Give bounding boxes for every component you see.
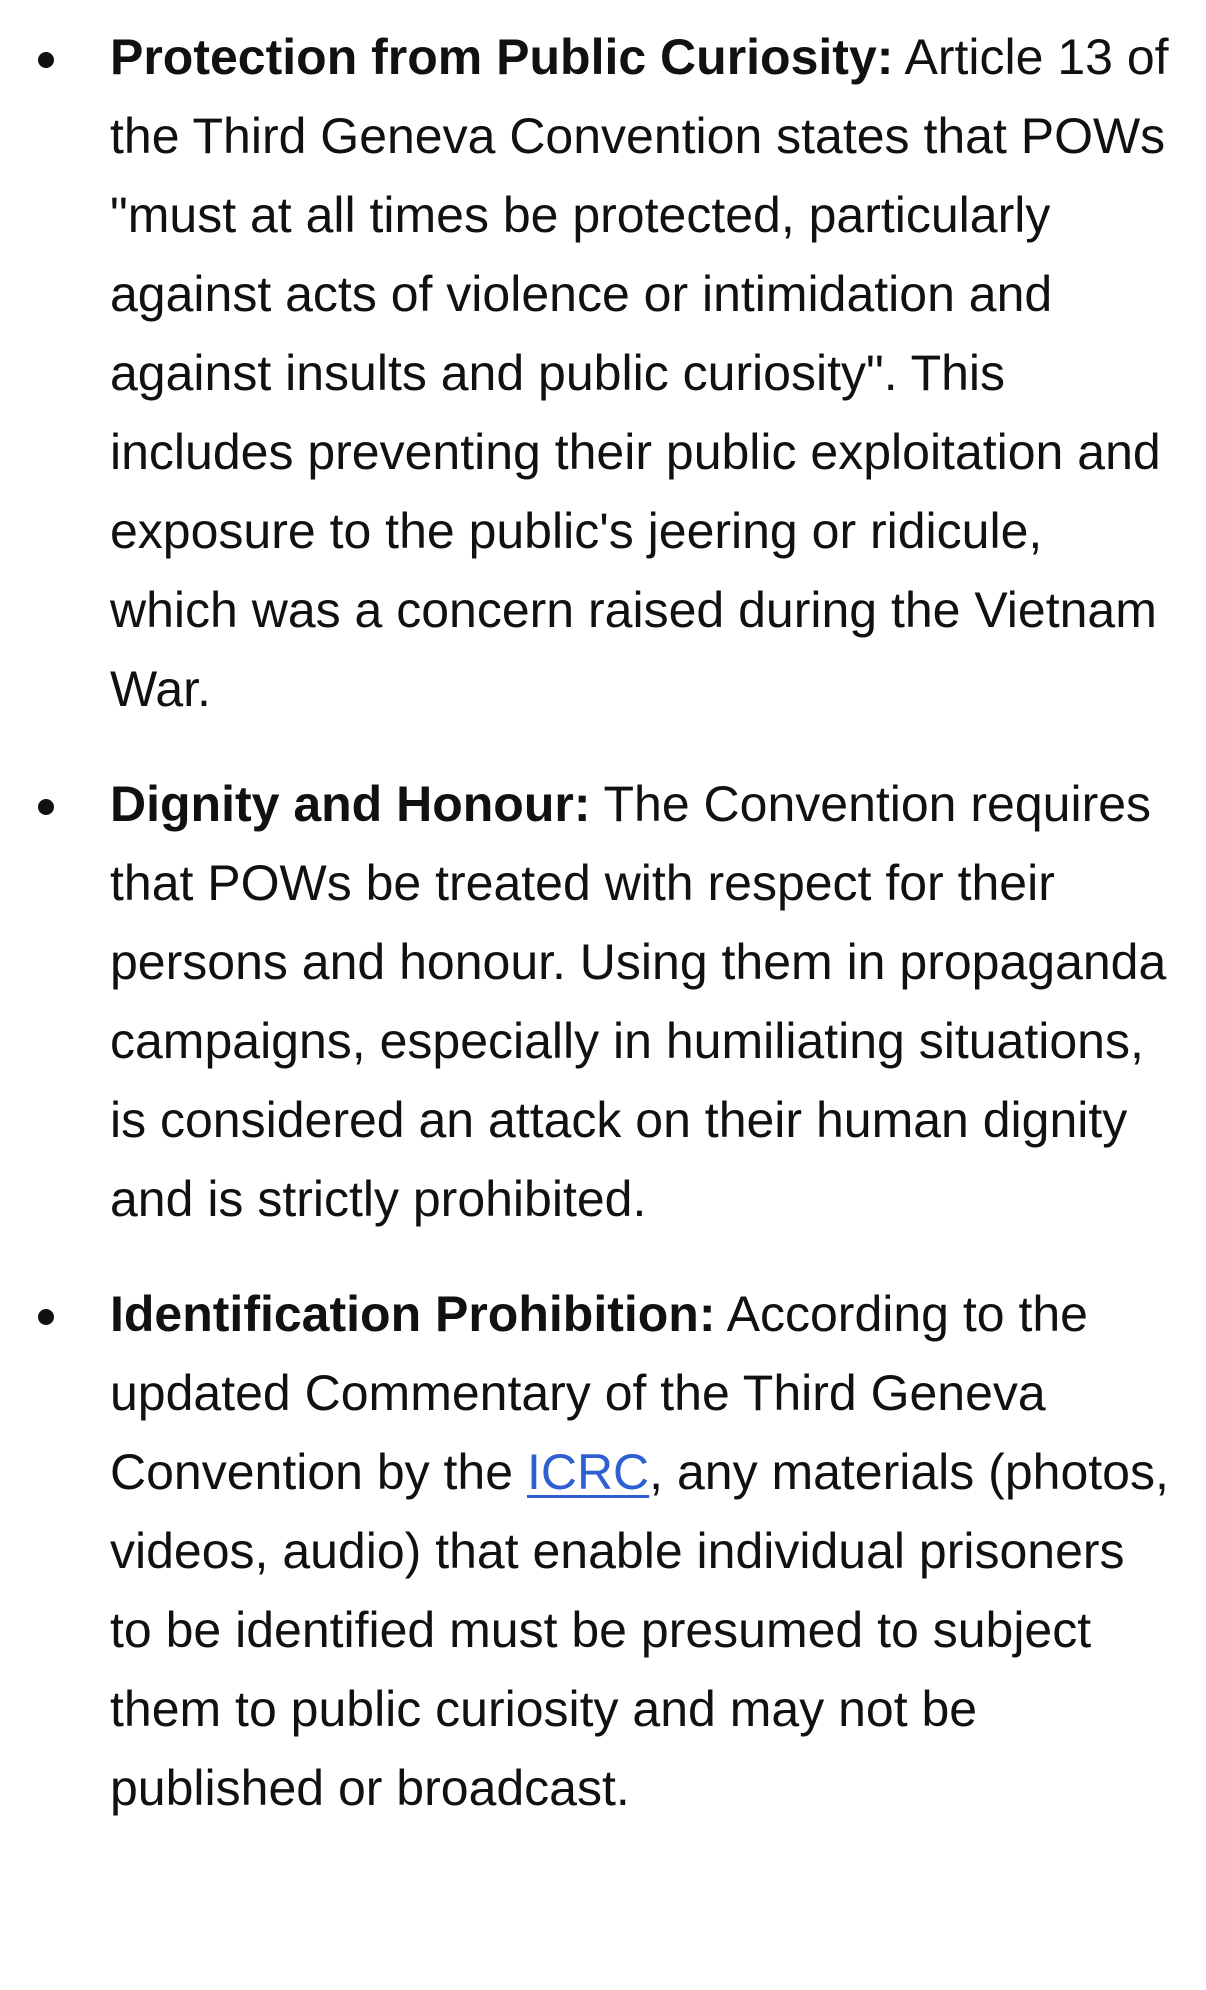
list-item <box>0 765 1206 1239</box>
list-item <box>0 1275 1206 1828</box>
item-text: Article 13 of the Third Geneva Convention states that POWs "must at all times be protected, particularly against acts of violence or intimidation and against insults and public curiosity". This includes preventing their public exploitation and exposure to the public's jeering or ridicule, which was a concern raised during the Vietnam War. <box>110 29 1169 717</box>
bullet-list <box>0 18 1206 1828</box>
item-text-before: According to the updated Commentary of the Third Geneva Convention by the <box>110 1286 1088 1500</box>
item-term: Identification Prohibition: <box>110 1286 716 1342</box>
icrc-link[interactable]: ICRC <box>526 1444 650 1500</box>
item-term: Dignity and Honour: <box>110 776 591 832</box>
item-text: The Convention requires that POWs be treated with respect for their persons and honour. Using them in propaganda campaigns, especially in humiliating situations, is considered an attack on their human dignity and is strictly prohibited. <box>110 776 1167 1227</box>
bullet-icon <box>38 1309 54 1325</box>
item-term: Protection from Public Curiosity: <box>110 29 894 85</box>
bullet-icon <box>38 799 54 815</box>
list-item <box>0 18 1206 729</box>
item-text-after: , any materials (photos, videos, audio) that enable individual prisoners to be identified must be presumed to subject them to public curiosity and may not be published or broadcast. <box>110 1444 1169 1816</box>
bullet-icon <box>38 52 54 68</box>
